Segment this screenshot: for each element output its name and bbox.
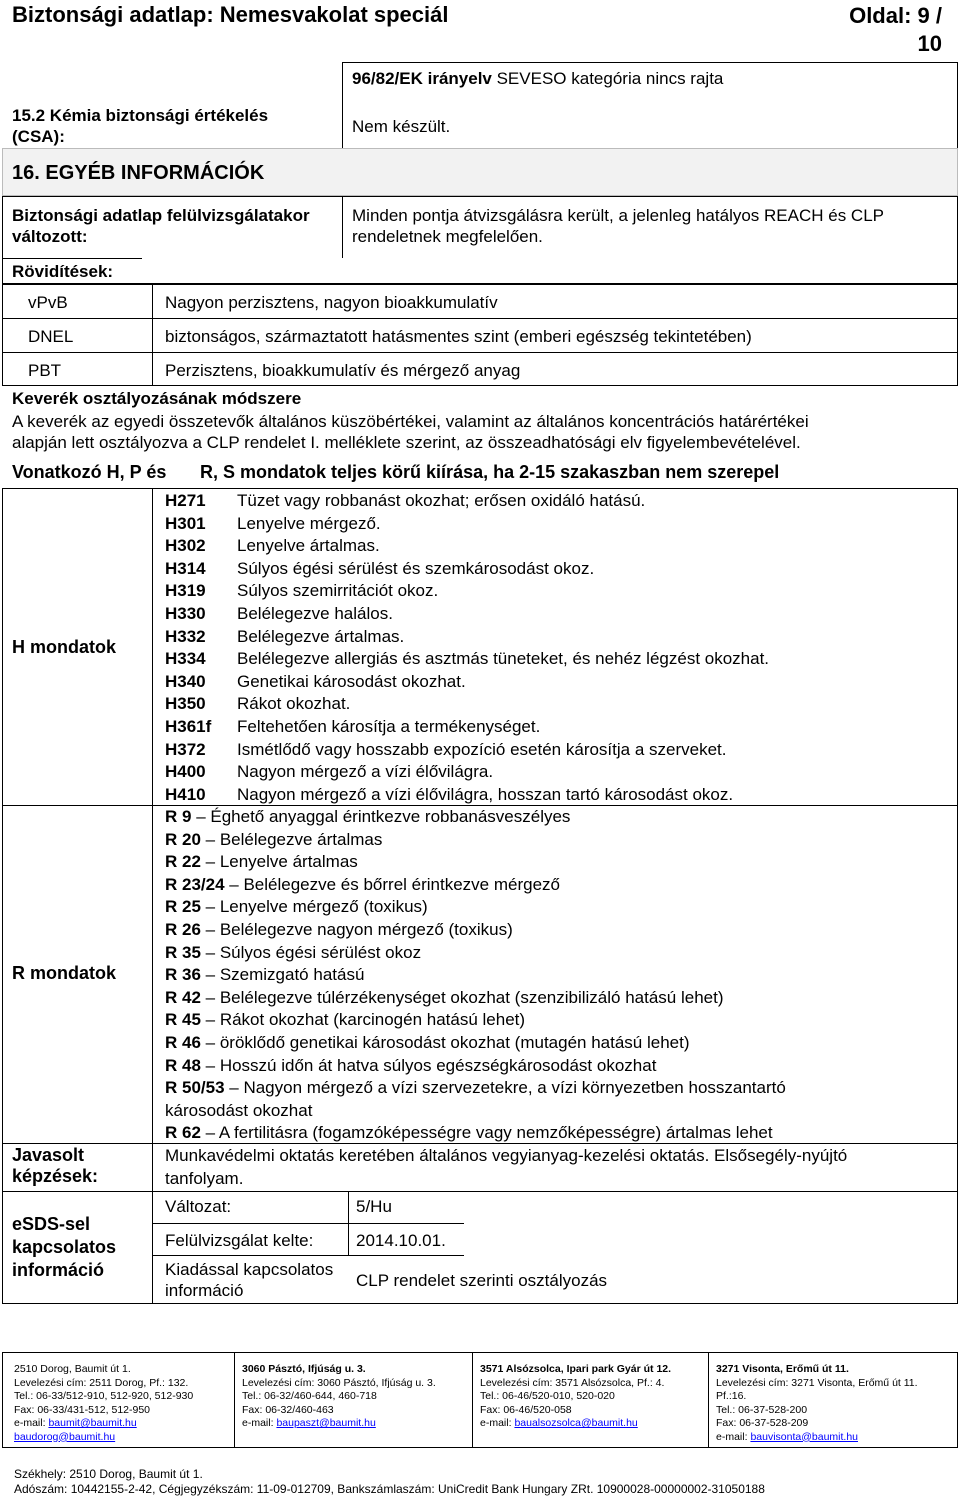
esds-review-label: Felülvizsgálat kelte:: [165, 1231, 314, 1250]
abbrev-label: Rövidítések:: [12, 262, 114, 281]
h-statement-list: [165, 490, 769, 806]
csa-value: Nem készült.: [352, 117, 451, 136]
h-statement: H301 Lenyelve mérgező.: [165, 513, 381, 533]
r-statement: R 36 – Szemizgató hatású: [165, 965, 365, 985]
abbrev-key: DNEL: [28, 327, 74, 346]
method-line1: A keverék az egyedi összetevők általános küszöbértékei, valamint az általános koncentrációs határértékei: [12, 412, 809, 431]
h-statement: H314 Súlyos égési sérülést és szemkárosodást okoz.: [165, 558, 595, 578]
h-statement: H332 Belélegezve ártalmas.: [165, 626, 405, 646]
r-statement: R 42 – Belélegezve túlérzékenységet okozhat (szenzibilizáló hatású lehet): [165, 987, 724, 1007]
h-statement: H330 Belélegezve halálos.: [165, 603, 393, 623]
email-link[interactable]: baumit@baumit.hu: [48, 1417, 137, 1429]
page-label: Oldal: 9 /: [849, 3, 942, 28]
r-statement: R 48 – Hosszú időn át hatva súlyos egészségkárosodást okozhat: [165, 1055, 657, 1075]
esds-review-value: 2014.10.01.: [356, 1231, 446, 1250]
abbrev-value: biztonságos, származtatott hatásmentes szint (emberi egészség tekintetében): [165, 327, 752, 346]
r-statement-list: [165, 806, 786, 1145]
changed-value: Minden pontja átvizsgálásra került, a jelenleg hatályos REACH és CLP rendeletnek megfelelően.: [352, 206, 884, 246]
page-number: [849, 2, 942, 58]
r-statement: R 25 – Lenyelve mérgező (toxikus): [165, 897, 428, 917]
footer-col-paszto: 3060 Pásztó, Ifjúság u. 3. Levelezési cím: 3060 Pásztó, Ifjúság u. 3. Tel.: 06-32/460-644, 460-718 Fax: 06-32/460-463 e-mail: baupaszt@baumit.hu: [242, 1363, 436, 1429]
r-statement: R 9 – Éghető anyaggal érintkezve robbanásveszélyes: [165, 807, 571, 826]
r-statement: R 62 – A fertilitásra (fogamzóképességre vagy nemzőképességre) ártalmas lehet: [165, 1123, 773, 1143]
method-line2: alapján lett osztályozva a CLP rendelet I. melléklete szerint, az összeadhatósági elv figyelembevételével.: [12, 433, 801, 452]
esds-version-value: 5/Hu: [356, 1197, 392, 1216]
statements-title-b: R, S mondatok teljes körű kiírása, ha 2-15 szakaszban nem szerepel: [200, 462, 780, 482]
email-link[interactable]: baupaszt@baumit.hu: [276, 1417, 376, 1429]
abbrev-key: PBT: [28, 361, 62, 380]
r-statement: R 20 – Belélegezve ártalmas: [165, 829, 383, 849]
email-link[interactable]: baualsozsolca@baumit.hu: [514, 1417, 638, 1429]
esds-issue-value: CLP rendelet szerinti osztályozás: [356, 1271, 608, 1290]
r-statement: R 50/53 – Nagyon mérgező a vízi szervezetekre, a vízi környezetben hosszantartó: [165, 1078, 786, 1098]
abbrev-value: Nagyon perzisztens, nagyon bioakkumulatív: [165, 293, 498, 312]
esds-label: eSDS-sel kapcsolatos információ: [12, 1214, 117, 1280]
footer-col-dorog: 2510 Dorog, Baumit út 1. Levelezési cím: 2511 Dorog, Pf.: 132. Tel.: 06-33/512-910, 512-920, 512-930 Fax: 06-33/431-512, 512-950 e-mail: baumit@baumit.hu baudorog@baumit.hu: [14, 1363, 194, 1443]
email-link[interactable]: bauvisonta@baumit.hu: [750, 1430, 858, 1443]
seveso-text: [352, 68, 952, 89]
r-statement: R 22 – Lenyelve ártalmas: [165, 852, 358, 872]
h-statement: H340 Genetikai károsodást okozhat.: [165, 671, 466, 691]
h-label: H mondatok: [12, 637, 117, 657]
page-total: 10: [917, 31, 942, 56]
changed-label: Biztonsági adatlap felülvizsgálatakor változott:: [12, 206, 310, 246]
r-statement: R 45 – Rákot okozhat (karcinogén hatású lehet): [165, 1010, 526, 1030]
csa-label: 15.2 Kémia biztonsági értékelés (CSA):: [12, 106, 269, 146]
h-statement: H372 Ismétlődő vagy hosszabb expozíció esetén károsítja a szerveket.: [165, 739, 727, 759]
seveso-rest: SEVESO kategória nincs rajta: [491, 69, 724, 88]
r-statement: R 26 – Belélegezve nagyon mérgező (toxikus): [165, 919, 513, 939]
r-statement: R 46 – öröklődő genetikai károsodást okozhat (mutagén hatású lehet): [165, 1032, 690, 1052]
statements-title-a: Vonatkozó H, P és: [12, 462, 167, 482]
r-statement: R 35 – Súlyos égési sérülést okoz: [165, 942, 422, 962]
footer-seat: Székhely: 2510 Dorog, Baumit út 1.: [14, 1467, 203, 1481]
esds-version-label: Változat:: [165, 1197, 232, 1216]
training-value: Munkavédelmi oktatás keretében általános vegyianyag-kezelési oktatás. Elsősegély-nyújtó tanfolyam.: [165, 1146, 848, 1188]
h-statement: H271 Tüzet vagy robbanást okozhat; erősen oxidáló hatású.: [165, 491, 646, 510]
method-title: Keverék osztályozásának módszere: [12, 389, 302, 408]
section16-title: 16. EGYÉB INFORMÁCIÓK: [12, 162, 265, 184]
h-statement: H350 Rákot okozhat.: [165, 694, 351, 714]
training-label: Javasolt képzések:: [12, 1145, 99, 1186]
esds-issue-label: Kiadással kapcsolatos információ: [165, 1260, 334, 1300]
h-statement: H302 Lenyelve ártalmas.: [165, 536, 380, 556]
seveso-bold: 96/82/EK irányelv: [352, 69, 492, 88]
h-statement: H319 Súlyos szemirritációt okoz.: [165, 581, 439, 601]
h-statement: H361f Feltehetően károsítja a termékenységet.: [165, 716, 541, 736]
h-statement: H410 Nagyon mérgező a vízi élővilágra, hosszan tartó károsodást okoz.: [165, 784, 734, 804]
document-title: Biztonsági adatlap: Nemesvakolat speciál: [12, 2, 449, 27]
footer-tax: Adószám: 10442155-2-42, Cégjegyzékszám: 11-09-012709, Bankszámlaszám: UniCredit Bank Hungary ZRt. 10900028-00000002-31050188: [14, 1482, 765, 1496]
footer-col-alsozsolca: 3571 Alsózsolca, Ipari park Gyár út 12. Levelezési cím: 3571 Alsózsolca, Pf.: 4. Tel.: 06-46/520-010, 520-020 Fax: 06-46/520-058 e-mail: baualsozsolca@baumit.hu: [480, 1363, 672, 1429]
footer-col-visonta: 3271 Visonta, Erőmű út 11. Levelezési cím: 3271 Visonta, Erőmű út 11. Pf.:16. Tel.: 06-37-528-200 Fax: 06-37-528-209 e-mail: bauvisonta@baumit.hu: [716, 1363, 918, 1443]
email-link[interactable]: baudorog@baumit.hu: [14, 1430, 116, 1443]
abbrev-key: vPvB: [28, 293, 68, 312]
r-statement: R 23/24 – Belélegezve és bőrrel érintkezve mérgező: [165, 874, 560, 894]
abbrev-value: Perzisztens, bioakkumulatív és mérgező anyag: [165, 361, 521, 380]
h-statement: H400 Nagyon mérgező a vízi élővilágra.: [165, 762, 494, 782]
r-statement: károsodást okozhat: [165, 1100, 313, 1120]
h-statement: H334 Belélegezve allergiás és asztmás tüneteket, és nehéz légzést okozhat.: [165, 649, 770, 669]
r-label: R mondatok: [12, 963, 117, 983]
